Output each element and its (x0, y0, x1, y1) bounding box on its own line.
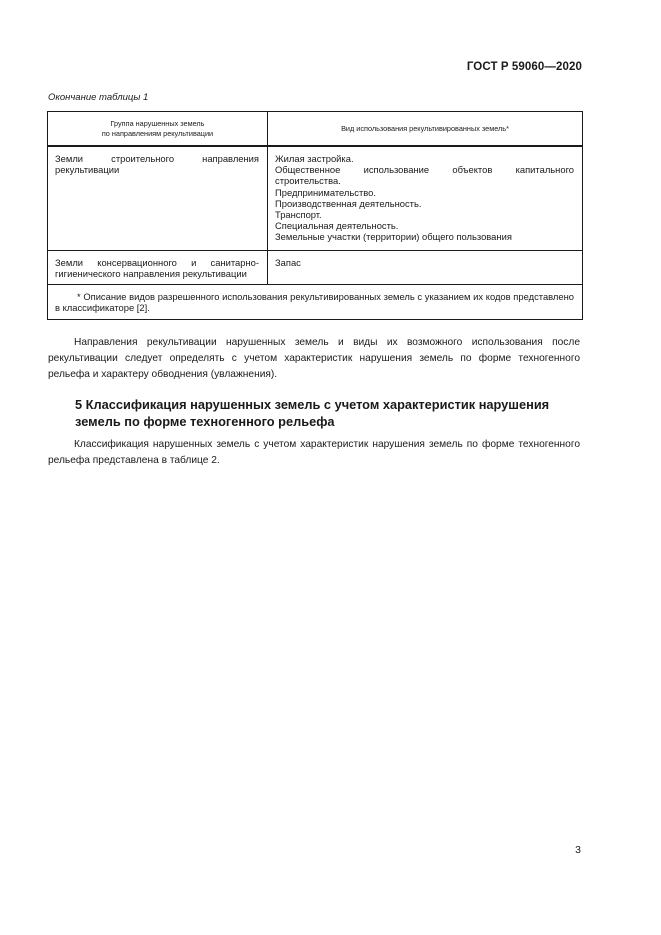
use-item: Производственная деятельность. (275, 197, 422, 209)
uses-list (268, 251, 582, 273)
table-footnote: * Описание видов разрешенного использования рекультивированных земель с указанием их кодов представлено в классификаторе [2]. (55, 291, 574, 314)
use-item: Запас (275, 256, 301, 268)
use-item: Предпринимательство. (275, 186, 376, 198)
uses-list (268, 147, 582, 250)
table-caption: Окончание таблицы 1 (48, 92, 149, 103)
table-row (48, 146, 583, 250)
table-cell-uses (268, 250, 583, 284)
classification-table (47, 111, 583, 320)
use-item: Общественное использование объектов капитального строительства. (275, 164, 574, 187)
table-row (48, 250, 583, 284)
use-item: Жилая застройка. (275, 153, 354, 164)
document-code: ГОСТ Р 59060—2020 (466, 61, 582, 73)
table-cell-group (48, 250, 268, 284)
table-header-row (48, 112, 583, 147)
use-item: Специальная деятельность. (275, 220, 399, 232)
table-cell-uses (268, 146, 583, 250)
table-footnote-cell (48, 285, 583, 320)
table-footnote-row (48, 285, 583, 320)
column-header-group-line-2: по направлениям рекультивации (101, 128, 214, 138)
column-header-group-line-1: Группа нарушенных земель (110, 118, 205, 128)
group-text: Земли консервационного и санитарно-гигиенического направления рекультивации (55, 256, 259, 279)
column-header-group (48, 112, 268, 147)
use-item: Транспорт. (275, 209, 322, 221)
group-text: Земли строительного направления рекультивации (55, 153, 259, 176)
section-5-title: 5 Классификация нарушенных земель с учетом характеристик нарушения земель по форме техногенного рельефа (75, 397, 550, 429)
use-item: Земельные участки (территории) общего пользования (275, 231, 512, 243)
table-cell-group (48, 146, 268, 250)
paragraph-reclamation-directions: Направления рекультивации нарушенных земель и виды их возможного использования после рекультивации следует определять с учетом характеристик нарушения земель по форме техногенного рельефа и характеру обводнения (увлажнения). (48, 337, 580, 380)
page-number: 3 (575, 844, 581, 856)
column-header-use: Вид использования рекультивированных земель* (268, 112, 583, 147)
paragraph-classification: Классификация нарушенных земель с учетом характеристик нарушения земель по форме техногенного рельефа представлена в таблице 2. (48, 439, 580, 466)
